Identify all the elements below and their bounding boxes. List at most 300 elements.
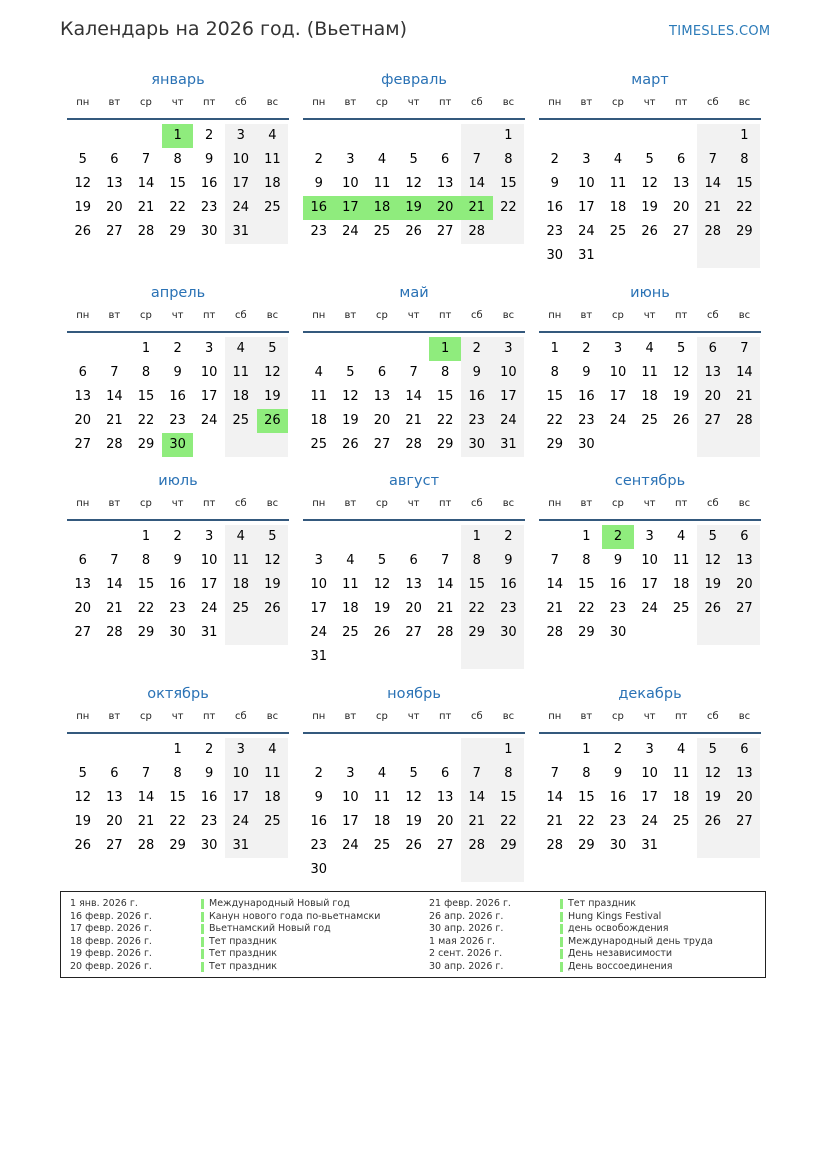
day-cell: 24 bbox=[200, 413, 218, 428]
weekday-label: вс bbox=[502, 711, 515, 722]
weekday-label: пн bbox=[548, 310, 562, 321]
day-cell: 8 bbox=[493, 762, 525, 786]
weekday-label: вс bbox=[266, 711, 279, 722]
header-rule bbox=[67, 118, 289, 120]
holiday-day-cell: 1 bbox=[162, 124, 194, 148]
day-cell: 14 bbox=[729, 361, 761, 385]
day-cell: 12 bbox=[373, 577, 391, 592]
site-link[interactable]: TIMESLES.COM bbox=[669, 24, 771, 39]
day-cell: 6 bbox=[110, 152, 119, 167]
legend-holiday-name: Международный день труда bbox=[568, 935, 713, 947]
month-name: июнь bbox=[630, 285, 670, 301]
day-cell: 8 bbox=[493, 148, 525, 172]
day-cell: 25 bbox=[257, 810, 289, 834]
day-cell: 13 bbox=[697, 361, 729, 385]
day-cell: 2 bbox=[493, 525, 525, 549]
day-cell: 5 bbox=[645, 152, 654, 167]
day-cell: 11 bbox=[225, 549, 257, 573]
legend-holiday-name: Канун нового года по-вьетнамски bbox=[209, 910, 381, 922]
header-rule bbox=[539, 732, 761, 734]
day-cell: 5 bbox=[257, 337, 289, 361]
day-cell: 10 bbox=[342, 176, 359, 191]
day-cell: 10 bbox=[609, 365, 627, 380]
day-cell: 15 bbox=[578, 577, 595, 592]
holiday-day-cell: 18 bbox=[366, 196, 398, 220]
weekday-label: вс bbox=[738, 310, 751, 321]
day-cell: 22 bbox=[461, 597, 493, 621]
holiday-day-cell: 26 bbox=[257, 409, 289, 433]
day-cell: 26 bbox=[373, 625, 391, 640]
weekday-label: вс bbox=[266, 310, 279, 321]
weekday-label: пт bbox=[675, 711, 688, 722]
weekend-empty-cell bbox=[729, 621, 761, 645]
day-cell: 3 bbox=[314, 553, 323, 568]
weekday-label: вт bbox=[344, 310, 357, 321]
day-cell: 21 bbox=[137, 814, 155, 829]
day-cell: 17 bbox=[578, 200, 595, 215]
weekday-label: чт bbox=[171, 711, 184, 722]
day-cell: 5 bbox=[697, 525, 729, 549]
day-cell: 15 bbox=[461, 573, 493, 597]
day-cell: 20 bbox=[373, 413, 391, 428]
day-cell: 25 bbox=[225, 409, 257, 433]
day-cell: 26 bbox=[697, 810, 729, 834]
day-cell: 7 bbox=[141, 766, 151, 781]
day-cell: 24 bbox=[609, 413, 627, 428]
month-name: февраль bbox=[381, 72, 447, 88]
day-cell: 25 bbox=[373, 224, 391, 239]
weekday-label: пт bbox=[203, 310, 216, 321]
day-cell: 9 bbox=[205, 766, 214, 781]
day-cell: 14 bbox=[436, 577, 454, 592]
day-cell: 10 bbox=[200, 365, 218, 380]
day-cell: 4 bbox=[677, 529, 686, 544]
day-cell: 5 bbox=[409, 152, 418, 167]
legend-holiday-name: День независимости bbox=[568, 948, 673, 959]
header-rule bbox=[67, 519, 289, 521]
weekday-label: сб bbox=[706, 711, 719, 722]
day-cell: 27 bbox=[436, 838, 454, 853]
weekday-label: пт bbox=[675, 310, 688, 321]
weekday-label: вс bbox=[738, 498, 751, 509]
header-rule bbox=[539, 331, 761, 333]
day-cell: 1 bbox=[493, 738, 525, 762]
day-cell: 15 bbox=[137, 389, 155, 404]
legend-holiday-name: День воссоединения bbox=[568, 960, 673, 972]
day-cell: 13 bbox=[729, 762, 761, 786]
day-cell: 6 bbox=[729, 738, 761, 762]
header-rule bbox=[303, 118, 525, 120]
day-cell: 5 bbox=[346, 365, 355, 380]
holiday-day-cell: 19 bbox=[398, 196, 430, 220]
day-cell: 9 bbox=[493, 549, 525, 573]
weekday-label: вт bbox=[108, 310, 121, 321]
legend-color-marker bbox=[201, 937, 204, 947]
day-cell: 17 bbox=[200, 577, 218, 592]
day-cell: 20 bbox=[672, 200, 690, 215]
day-cell: 12 bbox=[405, 176, 422, 191]
day-cell: 8 bbox=[173, 152, 182, 167]
day-cell: 21 bbox=[106, 601, 123, 616]
day-cell: 5 bbox=[697, 738, 729, 762]
day-cell: 18 bbox=[672, 577, 690, 592]
weekend-empty-cell bbox=[461, 645, 493, 669]
legend-holiday-name: Вьетнамский Новый год bbox=[209, 923, 331, 934]
day-cell: 21 bbox=[546, 814, 564, 829]
day-cell: 9 bbox=[582, 365, 591, 380]
day-cell: 30 bbox=[200, 838, 218, 853]
day-cell: 11 bbox=[672, 766, 690, 781]
day-cell: 14 bbox=[461, 172, 493, 196]
day-cell: 15 bbox=[578, 790, 595, 805]
holiday-day-cell: 1 bbox=[429, 337, 461, 361]
day-cell: 30 bbox=[546, 248, 564, 263]
weekday-label: чт bbox=[643, 97, 656, 108]
day-cell: 5 bbox=[677, 341, 686, 356]
day-cell: 23 bbox=[310, 838, 328, 853]
day-cell: 31 bbox=[493, 433, 525, 457]
day-cell: 27 bbox=[405, 625, 422, 640]
day-cell: 1 bbox=[550, 341, 559, 356]
day-cell: 17 bbox=[609, 389, 627, 404]
weekend-empty-cell bbox=[697, 621, 729, 645]
day-cell: 18 bbox=[225, 385, 257, 409]
day-cell: 30 bbox=[200, 224, 218, 239]
day-cell: 28 bbox=[546, 838, 564, 853]
day-cell: 13 bbox=[106, 790, 123, 805]
day-cell: 15 bbox=[493, 786, 525, 810]
day-cell: 28 bbox=[461, 220, 493, 244]
day-cell: 17 bbox=[225, 786, 257, 810]
day-cell: 9 bbox=[205, 152, 214, 167]
day-cell: 21 bbox=[461, 810, 493, 834]
day-cell: 23 bbox=[169, 413, 186, 428]
day-cell: 8 bbox=[461, 549, 493, 573]
day-cell: 27 bbox=[697, 409, 729, 433]
weekend-empty-cell bbox=[697, 124, 729, 148]
day-cell: 6 bbox=[78, 553, 87, 568]
weekday-label: сб bbox=[470, 711, 483, 722]
weekday-label: пн bbox=[312, 711, 326, 722]
weekday-label: чт bbox=[407, 97, 420, 108]
day-cell: 16 bbox=[310, 814, 328, 829]
legend-holiday-name: Тет праздник bbox=[568, 898, 637, 909]
day-cell: 20 bbox=[436, 814, 454, 829]
legend-color-marker bbox=[201, 962, 204, 972]
weekday-label: вс bbox=[738, 711, 751, 722]
weekday-label: ср bbox=[140, 97, 152, 108]
day-cell: 27 bbox=[729, 597, 761, 621]
legend-date: 2 сент. 2026 г. bbox=[429, 948, 503, 959]
weekday-label: сб bbox=[470, 97, 483, 108]
day-cell: 26 bbox=[641, 224, 658, 239]
day-cell: 19 bbox=[373, 601, 391, 616]
day-cell: 6 bbox=[377, 365, 387, 380]
legend-color-marker bbox=[201, 949, 204, 959]
day-cell: 30 bbox=[169, 625, 186, 640]
day-cell: 26 bbox=[74, 224, 92, 239]
day-cell: 3 bbox=[346, 152, 355, 167]
day-cell: 24 bbox=[200, 601, 218, 616]
day-cell: 28 bbox=[461, 834, 493, 858]
month-name: март bbox=[631, 72, 669, 88]
day-cell: 7 bbox=[697, 148, 729, 172]
weekday-label: ср bbox=[612, 711, 624, 722]
day-cell: 24 bbox=[342, 224, 359, 239]
weekday-label: пн bbox=[312, 97, 326, 108]
day-cell: 12 bbox=[74, 176, 92, 191]
day-cell: 14 bbox=[106, 389, 123, 404]
day-cell: 23 bbox=[609, 601, 627, 616]
day-cell: 26 bbox=[672, 413, 690, 428]
day-cell: 22 bbox=[169, 814, 186, 829]
header-rule bbox=[303, 331, 525, 333]
day-cell: 7 bbox=[461, 762, 493, 786]
day-cell: 2 bbox=[205, 128, 214, 143]
day-cell: 22 bbox=[137, 601, 155, 616]
day-cell: 4 bbox=[225, 525, 257, 549]
day-cell: 23 bbox=[609, 814, 627, 829]
day-cell: 7 bbox=[550, 766, 559, 781]
day-cell: 25 bbox=[257, 196, 289, 220]
weekday-label: пт bbox=[675, 498, 688, 509]
weekday-label: чт bbox=[643, 711, 656, 722]
weekday-label: сб bbox=[706, 310, 719, 321]
day-cell: 17 bbox=[225, 172, 257, 196]
legend-date: 30 апр. 2026 г. bbox=[429, 923, 504, 934]
legend-holiday-name: день освобождения bbox=[568, 923, 669, 934]
month-name: январь bbox=[151, 72, 205, 88]
weekend-empty-cell bbox=[257, 220, 289, 244]
day-cell: 10 bbox=[200, 553, 218, 568]
day-cell: 9 bbox=[314, 176, 323, 191]
day-cell: 26 bbox=[697, 597, 729, 621]
weekday-label: вс bbox=[266, 498, 279, 509]
day-cell: 24 bbox=[493, 409, 525, 433]
day-cell: 21 bbox=[106, 413, 123, 428]
day-cell: 26 bbox=[74, 838, 92, 853]
day-cell: 11 bbox=[609, 176, 627, 191]
day-cell: 12 bbox=[697, 762, 729, 786]
weekday-label: вт bbox=[344, 498, 357, 509]
day-cell: 7 bbox=[409, 365, 418, 380]
holiday-legend bbox=[60, 891, 766, 978]
legend-date: 16 февр. 2026 г. bbox=[70, 910, 152, 922]
weekday-label: ср bbox=[140, 310, 152, 321]
day-cell: 15 bbox=[169, 790, 186, 805]
day-cell: 28 bbox=[729, 409, 761, 433]
weekend-empty-cell bbox=[729, 244, 761, 268]
day-cell: 26 bbox=[257, 597, 289, 621]
day-cell: 31 bbox=[225, 834, 257, 858]
day-cell: 24 bbox=[342, 838, 359, 853]
day-cell: 19 bbox=[257, 385, 289, 409]
weekend-empty-cell bbox=[461, 858, 493, 882]
weekday-label: пт bbox=[439, 498, 452, 509]
weekday-label: вс bbox=[502, 97, 515, 108]
day-cell: 27 bbox=[106, 838, 123, 853]
day-cell: 13 bbox=[436, 790, 454, 805]
day-cell: 23 bbox=[169, 601, 186, 616]
day-cell: 29 bbox=[461, 621, 493, 645]
weekday-label: сб bbox=[234, 711, 247, 722]
weekday-label: пт bbox=[203, 498, 216, 509]
day-cell: 14 bbox=[137, 176, 155, 191]
day-cell: 25 bbox=[641, 413, 658, 428]
weekday-label: вс bbox=[266, 97, 279, 108]
header-rule bbox=[539, 118, 761, 120]
header-rule bbox=[67, 732, 289, 734]
day-cell: 19 bbox=[74, 200, 92, 215]
day-cell: 28 bbox=[137, 838, 155, 853]
day-cell: 15 bbox=[729, 172, 761, 196]
day-cell: 20 bbox=[697, 385, 729, 409]
weekend-empty-cell bbox=[257, 834, 289, 858]
day-cell: 29 bbox=[137, 625, 155, 640]
weekday-label: вт bbox=[344, 97, 357, 108]
day-cell: 9 bbox=[173, 365, 182, 380]
day-cell: 15 bbox=[546, 389, 564, 404]
day-cell: 10 bbox=[641, 553, 658, 568]
header-rule bbox=[539, 519, 761, 521]
day-cell: 10 bbox=[310, 577, 328, 592]
day-cell: 28 bbox=[405, 437, 422, 452]
weekday-label: пн bbox=[548, 711, 562, 722]
day-cell: 2 bbox=[173, 341, 182, 356]
legend-holiday-name: Тет праздник bbox=[209, 948, 278, 959]
weekend-empty-cell bbox=[257, 621, 289, 645]
weekday-label: чт bbox=[171, 97, 184, 108]
day-cell: 1 bbox=[493, 124, 525, 148]
day-cell: 2 bbox=[461, 337, 493, 361]
day-cell: 18 bbox=[672, 790, 690, 805]
day-cell: 2 bbox=[582, 341, 591, 356]
day-cell: 18 bbox=[641, 389, 658, 404]
legend-date: 26 апр. 2026 г. bbox=[429, 910, 504, 922]
weekday-label: пн bbox=[76, 97, 90, 108]
day-cell: 13 bbox=[106, 176, 123, 191]
day-cell: 2 bbox=[314, 152, 323, 167]
day-cell: 1 bbox=[141, 341, 151, 356]
legend-color-marker bbox=[201, 924, 204, 934]
day-cell: 18 bbox=[257, 172, 289, 196]
holiday-day-cell: 30 bbox=[162, 433, 194, 457]
month-name: август bbox=[388, 473, 440, 489]
day-cell: 17 bbox=[641, 790, 658, 805]
day-cell: 27 bbox=[373, 437, 391, 452]
weekday-label: чт bbox=[643, 498, 656, 509]
day-cell: 12 bbox=[257, 549, 289, 573]
weekday-label: вт bbox=[108, 498, 121, 509]
day-cell: 15 bbox=[137, 577, 155, 592]
weekday-label: ср bbox=[376, 97, 388, 108]
weekend-empty-cell bbox=[729, 834, 761, 858]
day-cell: 25 bbox=[672, 601, 690, 616]
day-cell: 17 bbox=[641, 577, 658, 592]
page-title: Календарь на 2026 год. (Вьетнам) bbox=[60, 18, 408, 40]
weekday-label: вт bbox=[580, 310, 593, 321]
weekday-label: вт bbox=[344, 711, 357, 722]
day-cell: 26 bbox=[405, 224, 422, 239]
day-cell: 21 bbox=[137, 200, 155, 215]
day-cell: 20 bbox=[74, 601, 92, 616]
day-cell: 3 bbox=[645, 742, 654, 757]
day-cell: 2 bbox=[205, 742, 214, 757]
day-cell: 19 bbox=[257, 573, 289, 597]
day-cell: 20 bbox=[106, 814, 123, 829]
weekday-label: пн bbox=[548, 97, 562, 108]
day-cell: 30 bbox=[609, 625, 627, 640]
day-cell: 25 bbox=[310, 437, 328, 452]
day-cell: 9 bbox=[173, 553, 182, 568]
day-cell: 31 bbox=[578, 248, 595, 263]
weekday-label: пт bbox=[439, 711, 452, 722]
day-cell: 21 bbox=[546, 601, 564, 616]
weekend-empty-cell bbox=[257, 433, 289, 457]
day-cell: 28 bbox=[436, 625, 454, 640]
legend-color-marker bbox=[560, 899, 563, 909]
day-cell: 7 bbox=[110, 553, 119, 568]
day-cell: 9 bbox=[613, 766, 623, 781]
day-cell: 31 bbox=[310, 649, 328, 664]
day-cell: 2 bbox=[613, 742, 623, 757]
day-cell: 23 bbox=[546, 224, 564, 239]
day-cell: 20 bbox=[729, 786, 761, 810]
weekday-label: ср bbox=[376, 310, 388, 321]
day-cell: 27 bbox=[672, 224, 690, 239]
day-cell: 28 bbox=[106, 437, 123, 452]
day-cell: 14 bbox=[106, 577, 123, 592]
weekday-label: ср bbox=[140, 498, 152, 509]
legend-color-marker bbox=[560, 937, 563, 947]
day-cell: 13 bbox=[436, 176, 454, 191]
day-cell: 16 bbox=[200, 176, 218, 191]
day-cell: 21 bbox=[729, 385, 761, 409]
day-cell: 3 bbox=[225, 738, 257, 762]
day-cell: 8 bbox=[441, 365, 450, 380]
day-cell: 13 bbox=[373, 389, 391, 404]
header-rule bbox=[303, 732, 525, 734]
legend-color-marker bbox=[560, 949, 563, 959]
day-cell: 29 bbox=[578, 625, 595, 640]
day-cell: 29 bbox=[436, 437, 454, 452]
day-cell: 25 bbox=[373, 838, 391, 853]
legend-color-marker bbox=[201, 912, 204, 922]
day-cell: 30 bbox=[461, 433, 493, 457]
day-cell: 6 bbox=[697, 337, 729, 361]
day-cell: 18 bbox=[310, 413, 328, 428]
day-cell: 12 bbox=[342, 389, 359, 404]
day-cell: 3 bbox=[582, 152, 591, 167]
weekday-label: сб bbox=[234, 97, 247, 108]
day-cell: 14 bbox=[546, 577, 564, 592]
day-cell: 14 bbox=[697, 172, 729, 196]
weekday-label: ср bbox=[612, 498, 624, 509]
day-cell: 31 bbox=[641, 838, 658, 853]
holiday-day-cell: 16 bbox=[303, 196, 335, 220]
day-cell: 30 bbox=[609, 838, 627, 853]
weekend-empty-cell bbox=[697, 433, 729, 457]
legend-color-marker bbox=[560, 912, 563, 922]
weekday-label: пт bbox=[203, 97, 216, 108]
holiday-day-cell: 20 bbox=[429, 196, 461, 220]
day-cell: 3 bbox=[493, 337, 525, 361]
weekday-label: пн bbox=[312, 310, 326, 321]
weekday-label: пт bbox=[439, 310, 452, 321]
day-cell: 4 bbox=[314, 365, 323, 380]
weekend-empty-cell bbox=[697, 244, 729, 268]
legend-date: 1 янв. 2026 г. bbox=[70, 898, 138, 909]
